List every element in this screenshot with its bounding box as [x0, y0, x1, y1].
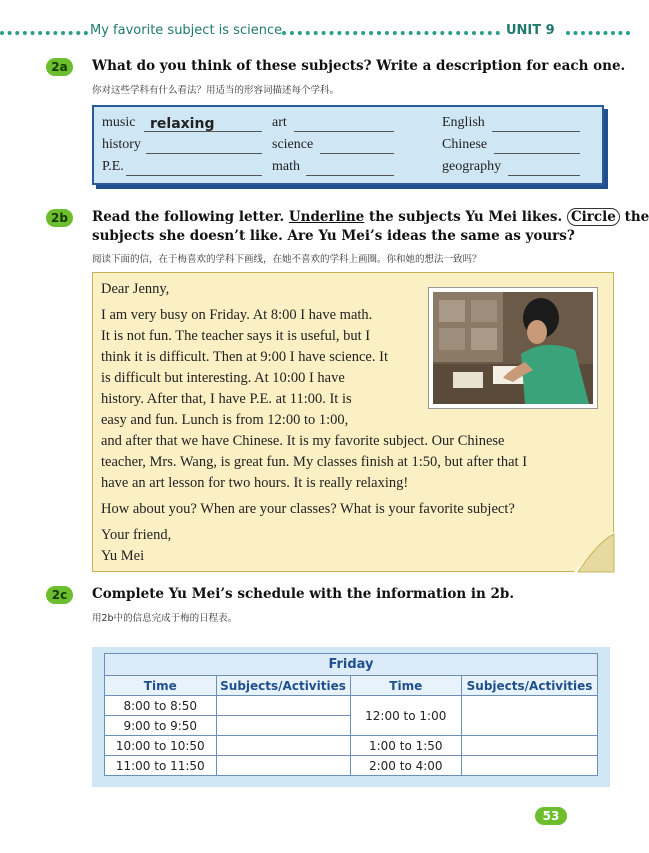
letter-greeting: Dear Jenny,: [101, 281, 170, 297]
time-cell: 8:00 to 8:50: [105, 696, 217, 716]
time-cell: 11:00 to 11:50: [105, 756, 217, 776]
page-number: 53: [535, 807, 567, 825]
instruction-2b-part1: Read the following letter.: [92, 209, 285, 225]
letter-signature: Yu Mei: [101, 548, 145, 564]
header-dots-right: [566, 31, 630, 35]
header-subjects-left: Subjects/Activities: [216, 676, 350, 696]
answer-line-history[interactable]: [146, 153, 262, 154]
badge-2a: 2a: [46, 58, 73, 76]
letter-line: I am very busy on Friday. At 8:00 I have math.: [101, 307, 373, 323]
letter-question: How about you? When are your classes? What is your favorite subject?: [101, 501, 515, 517]
subject-answer-cell[interactable]: [462, 736, 598, 756]
schedule-table-box: [92, 647, 610, 787]
answer-line-english[interactable]: [492, 131, 580, 132]
subject-math: math: [272, 159, 300, 174]
subject-answer-cell[interactable]: [216, 696, 350, 716]
page-curl-icon: [574, 532, 614, 572]
subject-english: English: [442, 115, 485, 130]
letter-line: teacher, Mrs. Wang, is great fun. My classes finish at 1:50, but after that I: [101, 454, 528, 470]
subject-chinese: Chinese: [442, 137, 488, 152]
header-subjects-right: Subjects/Activities: [462, 676, 598, 696]
answer-line-chinese[interactable]: [494, 153, 580, 154]
subject-art: art: [272, 115, 287, 130]
instruction-2b-part2: the subjects Yu Mei likes.: [368, 209, 563, 225]
instruction-2a: What do you think of these subjects? Write a description for each one.: [92, 58, 626, 74]
subject-answer-cell[interactable]: [216, 736, 350, 756]
header-time-left: Time: [105, 676, 217, 696]
answer-music: relaxing: [150, 116, 215, 132]
instruction-2c: Complete Yu Mei’s schedule with the information in 2b.: [92, 586, 515, 602]
header-dots-left: [0, 31, 88, 35]
letter-card: [92, 272, 614, 572]
subject-answer-cell[interactable]: [462, 696, 598, 736]
time-cell: 1:00 to 1:50: [350, 736, 462, 756]
subjects-box: [92, 105, 604, 185]
subject-science: science: [272, 137, 314, 152]
answer-line-pe[interactable]: [126, 175, 262, 176]
circle-word: Circle: [567, 208, 620, 226]
letter-line: easy and fun. Lunch is from 12:00 to 1:00,: [101, 412, 349, 428]
subject-geography: geography: [442, 159, 502, 174]
instruction-2b-line1: [92, 207, 649, 227]
answer-line-art[interactable]: [294, 131, 394, 132]
letter-line: history. After that, I have P.E. at 11:00. It is: [101, 391, 352, 407]
answer-line-geography[interactable]: [508, 175, 580, 176]
instruction-2b-part3: the: [624, 209, 649, 225]
instruction-2b-line2: subjects she doesn’t like. Are Yu Mei’s ideas the same as yours?: [92, 228, 575, 244]
chinese-2c: 用2b中的信息完成于梅的日程表。: [92, 613, 238, 624]
header-unit: UNIT 9: [506, 23, 555, 38]
subject-answer-cell[interactable]: [462, 756, 598, 776]
chinese-2a: 你对这些学科有什么看法？用适当的形容词描述每个学科。: [92, 85, 340, 96]
underline-word: Underline: [288, 209, 365, 225]
schedule-table: [104, 653, 598, 776]
table-title: Friday: [105, 654, 598, 676]
header-title: My favorite subject is science.: [90, 23, 287, 38]
time-cell: 2:00 to 4:00: [350, 756, 462, 776]
page-header: [0, 22, 640, 42]
time-cell: 9:00 to 9:50: [105, 716, 217, 736]
letter-closing: Your friend,: [101, 527, 172, 543]
header-time-right: Time: [350, 676, 462, 696]
subject-music: music: [102, 115, 136, 130]
letter-line: It is not fun. The teacher says it is useful, but I: [101, 328, 371, 344]
header-dots-middle: [282, 31, 500, 35]
subject-answer-cell[interactable]: [216, 756, 350, 776]
letter-line: and after that we have Chinese. It is my favorite subject. Our Chinese: [101, 433, 505, 449]
student-photo: [428, 287, 598, 409]
badge-2c: 2c: [46, 586, 73, 604]
answer-line-science[interactable]: [320, 153, 394, 154]
badge-2b: 2b: [46, 209, 73, 227]
letter-line: think it is difficult. Then at 9:00 I have science. It: [101, 349, 388, 365]
letter-line: is difficult but interesting. At 10:00 I have: [101, 370, 345, 386]
subject-history: history: [102, 137, 141, 152]
chinese-2b: 阅读下面的信，在于梅喜欢的学科下画线，在她不喜欢的学科上画圈。你和她的想法一致吗？: [92, 254, 482, 265]
answer-line-math[interactable]: [306, 175, 394, 176]
time-cell: 10:00 to 10:50: [105, 736, 217, 756]
student-photo-image: [433, 292, 593, 404]
subject-answer-cell[interactable]: [216, 716, 350, 736]
subject-pe: P.E.: [102, 159, 124, 174]
letter-line: have an art lesson for two hours. It is really relaxing!: [101, 475, 409, 491]
time-cell: 12:00 to 1:00: [350, 696, 462, 736]
